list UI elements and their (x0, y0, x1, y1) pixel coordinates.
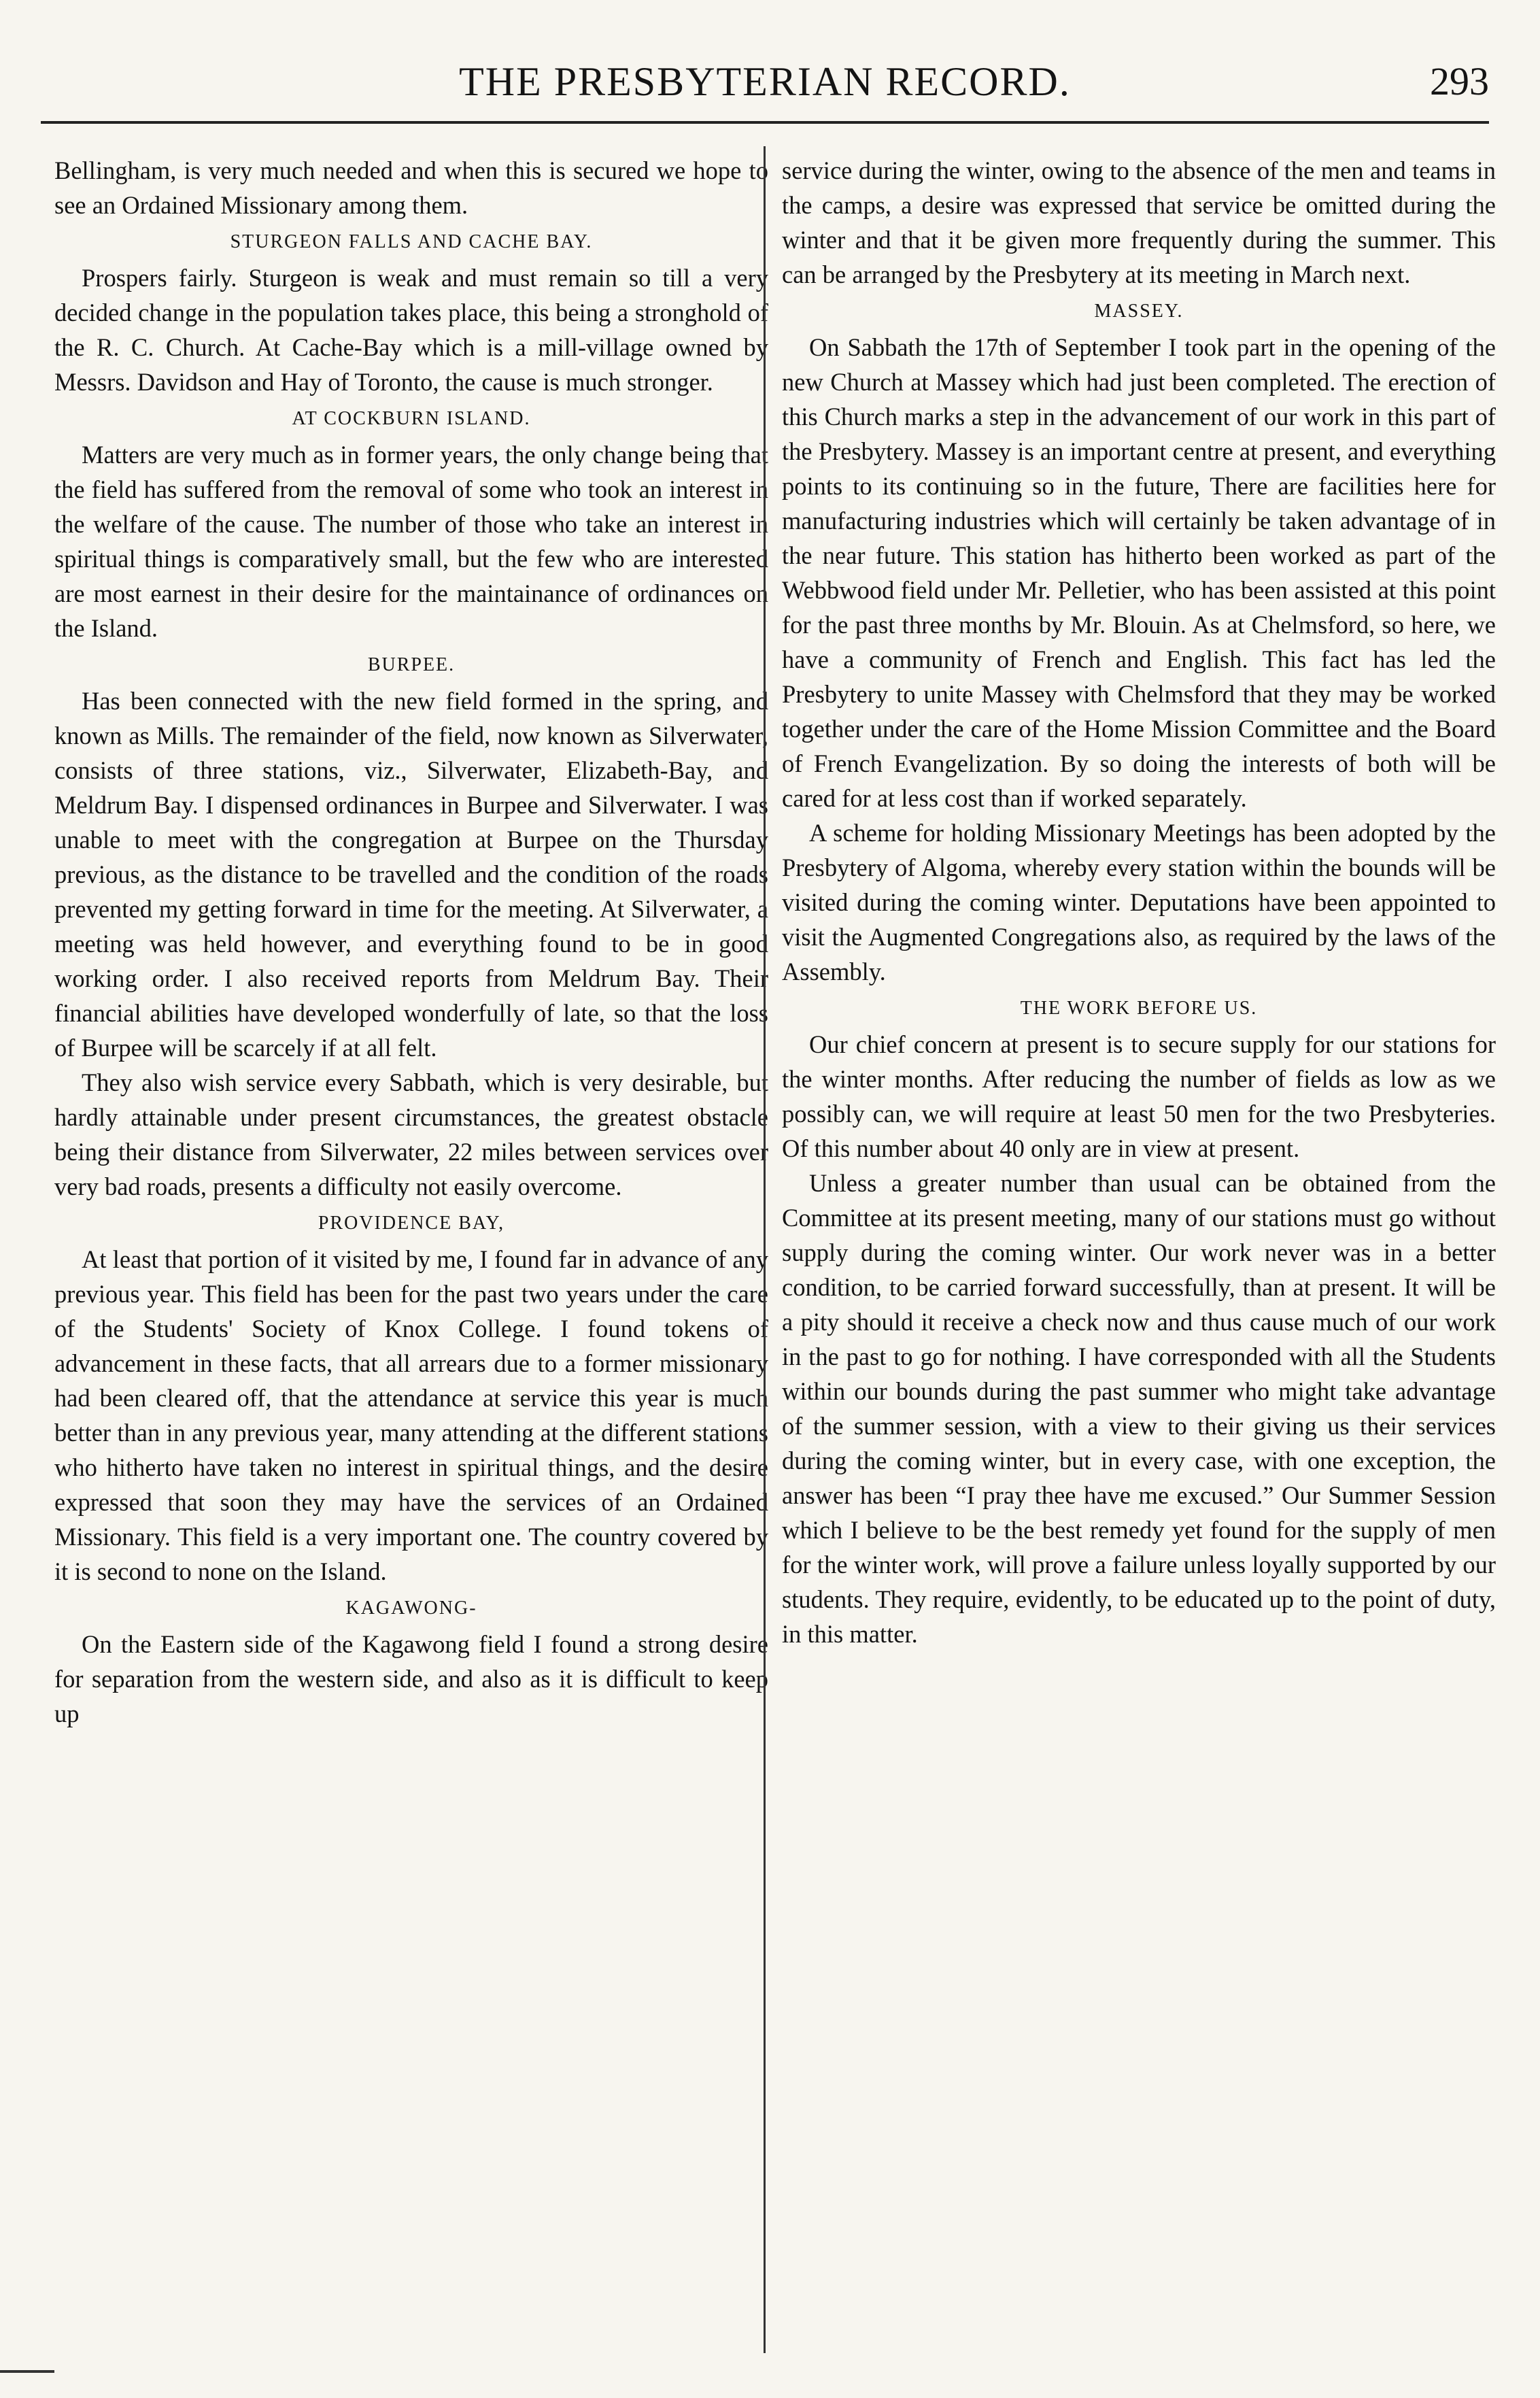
section-heading: BURPEE. (367, 654, 456, 675)
paragraph: They also wish service every Sabbath, which is very desirable, but hardly attainable under present circumstances, the greatest obstacle being their distance from Silverwater, 22 miles between services over very bad roads, presents a difficulty not easily overcome. (54, 1068, 768, 1200)
paragraph: Prospers fairly. Sturgeon is weak and must remain so till a very decided change in the population takes place, this being a stronghold of the R. C. Church. At Cache-Bay which is a mill-village owned by Messrs. Davidson and Hay of Toronto, the cause is much stronger. (54, 264, 768, 396)
paragraph: At least that portion of it visited by me, I found far in advance of any previous year. This field has been for the past two years under the care of the Students' Society of Knox College. I found tokens of advancement in these facts, that all arrears due to a former missionary had been cleared off, that the attendance at service this year is much better than in any previous year, many attending at the different stations who hitherto have taken no interest in spiritual things, and the desire expressed that soon they may have the services of an Ordained Missionary. This field is a very important one. The country covered by it is second to none on the Island. (54, 1245, 768, 1585)
paragraph: On Sabbath the 17th of September I took part in the opening of the new Church at Massey which had just been completed. The erection of this Church marks a step in the advancement of our work in this part of the Presbytery. Massey is an important centre at present, and everything points to its continuing so in the future, There are facilities here for manufacturing industries which will certainly be taken advantage of in the near future. This station has hitherto been worked as part of the Webbwood field under Mr. Pelletier, who has been assisted at this point for the past three months by Mr. Blouin. As at Chelmsford, so here, we have a community of French and English. This fact has led the Presbytery to unite Massey with Chelmsford that they may be worked together under the care of the Home Mission Committee and the Board of French Evangelization. By so doing the interests of both will be cared for at less cost than if worked separately. (782, 333, 1496, 812)
right-column (782, 153, 1496, 2350)
page-header (41, 53, 1489, 114)
section-heading: KAGAWONG- (345, 1598, 477, 1619)
left-column (54, 153, 768, 2350)
paragraph: A scheme for holding Missionary Meetings has been adopted by the Presbytery of Algoma, whereby every station within the bounds will be visited during the coming winter. Deputations have been appointed to visit the Augmented Congregations also, as required by the laws of the Assembly. (782, 819, 1496, 985)
paragraph: Unless a greater number than usual can be obtained from the Committee at its present meeting, many of our stations must go without supply during the coming winter. Our work never was in a better condition, to be carried forward successfully, than at present. It will be a pity should it receive a check now and thus cause much of our work in the past to go for nothing. I have corresponded with all the Students within our bounds during the past summer who might take advantage of the summer session, with a view to their giving us their services during the coming winter, but in every case, with one exception, the answer has been “I pray thee have me excused.” Our Summer Session which I believe to be the best remedy yet found for the supply of men for the winter work, will prove a failure unless loyally supported by our students. They require, evidently, to be educated up to the point of duty, in this matter. (782, 1169, 1496, 1648)
footer-mark (0, 2370, 54, 2373)
paragraph: On the Eastern side of the Kagawong field I found a strong desire for separation from the western side, and also as it is difficult to keep up (54, 1630, 768, 1727)
page-number: 293 (1430, 59, 1489, 103)
section-heading: MASSEY. (1094, 301, 1184, 322)
header-rule (41, 121, 1489, 124)
section-heading: THE WORK BEFORE US. (1020, 998, 1258, 1019)
paragraph: Our chief concern at present is to secure supply for our stations for the winter months. After reducing the number of fields as low as we possibly can, we will require at least 50 men for the two Presbyteries. Of this number about 40 only are in view at present. (782, 1030, 1496, 1162)
paragraph: Has been connected with the new field formed in the spring, and known as Mills. The remainder of the field, now known as Silverwater, consists of three stations, viz., Silverwater, Elizabeth-Bay, and Meldrum Bay. I dispensed ordinances in Burpee and Silverwater. I was unable to meet with the congregation at Burpee on the Thursday previous, as the distance to be travelled and the condition of the roads prevented my getting forward in time for the meeting. At Silverwater, a meeting was held however, and everything found to be in good working order. I also received reports from Meldrum Bay. Their financial abilities have developed wonderfully of late, so that the loss of Burpee will be scarcely if at all felt. (54, 687, 768, 1062)
section-heading: STURGEON FALLS AND CACHE BAY. (230, 231, 593, 252)
section-heading: PROVIDENCE BAY, (318, 1213, 505, 1234)
paragraph: service during the winter, owing to the absence of the men and teams in the camps, a desire was expressed that service be omitted during the winter and that it be given more frequently during the summer. This can be arranged by the Presbytery at its meeting in March next. (782, 156, 1496, 288)
paragraph: Bellingham, is very much needed and when this is secured we hope to see an Ordained Missionary among them. (54, 156, 768, 219)
journal-title: THE PRESBYTERIAN RECORD. (459, 59, 1071, 104)
column-divider (764, 146, 766, 2353)
paragraph: Matters are very much as in former years, the only change being that the field has suffered from the removal of some who took an interest in the welfare of the cause. The number of those who take an interest in spiritual things is comparatively small, but the few who are interested are most earnest in their desire for the maintainance of ordinances on the Island. (54, 441, 768, 642)
section-heading: AT COCKBURN ISLAND. (292, 408, 531, 429)
